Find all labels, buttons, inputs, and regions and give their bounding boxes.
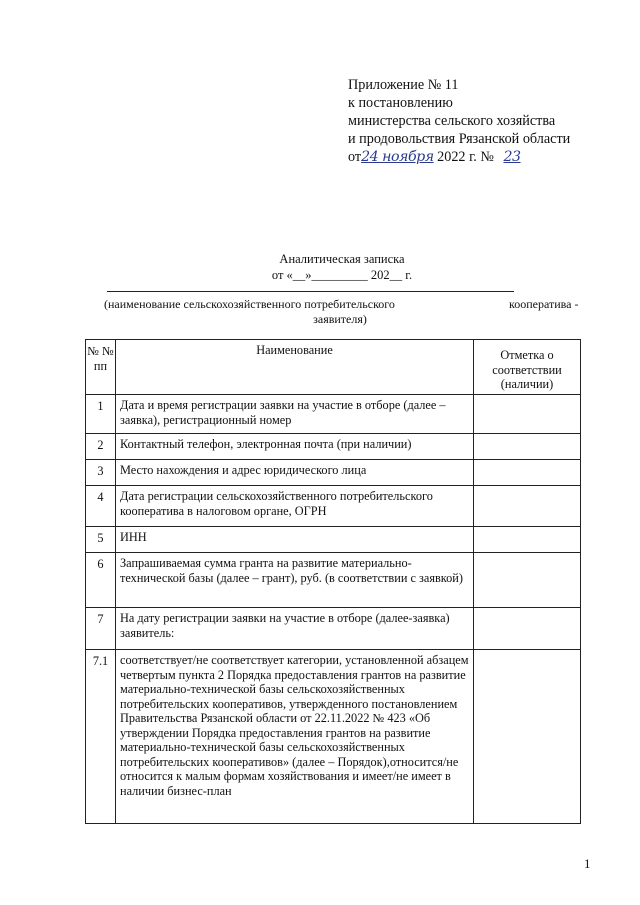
table-row	[86, 434, 581, 460]
row-mark[interactable]	[474, 527, 581, 553]
table-row	[86, 395, 581, 434]
row-num: 3	[86, 460, 116, 486]
table-row	[86, 527, 581, 553]
row-name: Запрашиваемая сумма гранта на развитие материально-технической базы (далее – грант), руб. (в соответствии с заявкой)	[116, 553, 474, 608]
name-underline	[107, 291, 514, 292]
row-num: 7.1	[86, 650, 116, 824]
row-num: 1	[86, 395, 116, 434]
table-row	[86, 460, 581, 486]
row-name: Место нахождения и адрес юридического лица	[116, 460, 474, 486]
date-suffix: 2022 г. №	[437, 149, 494, 165]
appendix-line-4: и продовольствия Рязанской области	[348, 131, 571, 147]
row-name: соответствует/не соответствует категории, установленной абзацем четвертым пункта 2 Порядка предоставления грантов на развитие материально-технической базы сельскохозяйственных потребительских кооперативов, утвержденного постановлением Правительства Рязанской области от 22.11.2022 № 423 «Об утверждении Порядка предоставления грантов на развитие материально-технической базы сельскохозяйственных потребительских кооперативов» (далее – Порядок),относится/не относится к малым формам хозяйствования и имеет/не имеет в наличии бизнес-план	[116, 650, 474, 824]
row-mark[interactable]	[474, 434, 581, 460]
appendix-date-line	[348, 148, 628, 166]
row-mark[interactable]	[474, 486, 581, 527]
handwritten-number: 23	[503, 149, 521, 165]
appendix-line-3: министерства сельского хозяйства	[348, 113, 556, 129]
note-date-line: от «__»_________ 202__ г.	[271, 268, 413, 282]
row-mark[interactable]	[474, 553, 581, 608]
row-name: Дата и время регистрации заявки на участие в отборе (далее – заявка), регистрационный номер	[116, 395, 474, 434]
appendix-line-1: Приложение № 11	[348, 77, 459, 93]
row-num: 5	[86, 527, 116, 553]
caption-second: заявителя)	[313, 312, 367, 326]
table-header-row	[86, 340, 581, 395]
row-num: 4	[86, 486, 116, 527]
header-name: Наименование	[116, 340, 474, 395]
row-mark[interactable]	[474, 650, 581, 824]
table-row	[86, 486, 581, 527]
row-name: ИНН	[116, 527, 474, 553]
analysis-table	[85, 339, 581, 824]
header-num: № № пп	[86, 340, 116, 395]
row-num: 7	[86, 608, 116, 650]
table-row	[86, 608, 581, 650]
row-mark[interactable]	[474, 608, 581, 650]
page-number: 1	[584, 856, 591, 871]
handwritten-date: 24 ноября	[361, 149, 434, 165]
caption-right: кооператива -	[509, 297, 579, 311]
row-mark[interactable]	[474, 460, 581, 486]
row-num: 2	[86, 434, 116, 460]
header-mark: Отметка о соответствии (наличии)	[474, 340, 581, 395]
row-name: На дату регистрации заявки на участие в отборе (далее-заявка) заявитель:	[116, 608, 474, 650]
row-num: 6	[86, 553, 116, 608]
caption-left: (наименование сельскохозяйственного потребительского	[104, 297, 395, 311]
table-row	[86, 650, 581, 824]
date-prefix: от	[348, 149, 362, 165]
row-name: Дата регистрации сельскохозяйственного потребительского кооператива в налоговом органе, ОГРН	[116, 486, 474, 527]
appendix-line-2: к постановлению	[348, 95, 453, 111]
appendix-header	[348, 76, 628, 166]
note-title: Аналитическая записка	[279, 252, 405, 266]
row-mark[interactable]	[474, 395, 581, 434]
row-name: Контактный телефон, электронная почта (при наличии)	[116, 434, 474, 460]
table-row	[86, 553, 581, 608]
